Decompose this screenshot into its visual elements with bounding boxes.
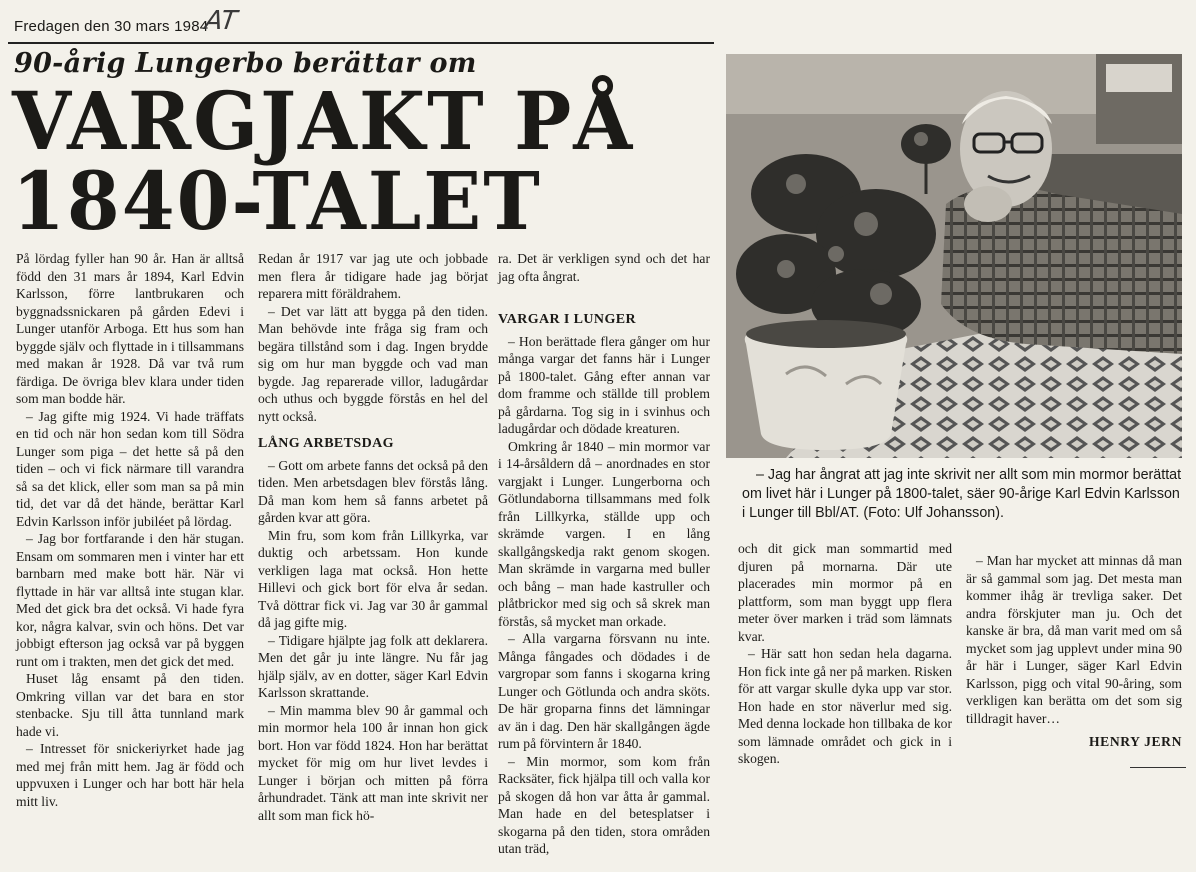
headline-line-2: 1840-TALET — [12, 154, 542, 248]
dateline: Fredagen den 30 mars 1984 — [14, 18, 209, 35]
paragraph: – Det var lätt att bygga på den tiden. Man behövde inte fråga sig fram och begära tillstånd som i dag. Ingen brydde sig om hur man byggde och vad man bygde. Jag reparerade villor, ladugårdar och uthus och byggde förstås en hel del nytt också. — [258, 303, 488, 424]
paragraph: – Här satt hon sedan hela dagarna. Hon fick inte gå ner på marken. Risken för att vargar skulle dyka upp var stor. Hon hade en stor näverlur med sig. Med denna lockade hon tillbaka de kor som lämnade området och gick in i skogen. — [738, 646, 952, 766]
article-column-3 — [498, 250, 710, 858]
article-column-2 — [258, 250, 488, 824]
paragraph: – Jag gifte mig 1924. Vi hade träffats en tid och när hon sedan kom till Södra Lunger som piga – det hette så på den tiden – och vi fick närmare till varandra så sa det klick, eller som man sa på min tid, det var då det hände, berättar Karl Edvin Karlsson inför jubiléet på lördag. — [16, 408, 244, 529]
paragraph: – Alla vargarna försvann nu inte. Många fångades och dödades i de vargropar som fanns i skogarna kring Lunger och Götlunda och andra sköts. De här groparna finns det lämningar av än i dag. Den här skallgången ägde rum på förvintern år 1840. — [498, 631, 710, 751]
photo-illustration — [726, 54, 1182, 458]
paragraph: Omkring år 1840 – min mormor var i 14-årsåldern då – anordnades en stor vargjakt i Lunger. Lungerborna och Götlundaborna tillsammans med folk från Lillkyrka, ställde upp och skrämde vargen. I en lång skallgångskedja rakt genom skogen. Man skrämde in vargarna med buller och bång – man hade kastruller och plåtbrickor med sig och så skrek man förstås, så mycket man orkade. — [498, 438, 710, 629]
handwritten-mark: AT — [202, 6, 239, 36]
article-column-1 — [16, 250, 244, 810]
header-rule — [8, 42, 714, 44]
paragraph: – Gott om arbete fanns det också på den tiden. Men arbetsdagen blev förstås lång. Då man kom hem så fanns arbetet på gården kvar att göra. — [258, 457, 488, 525]
paragraph: På lördag fyller han 90 år. Han är alltså född den 31 mars år 1894, Karl Edvin Karlsson, förre lantbrukaren och byggnadssnickaren på gården Edevi i Lunger utanför Arboga. Ett hus som han byggde själv och flyttade in i tillsammans med makan år 1928. Då var två rum färdiga. De övriga blev klara under tiden som man bodde här. — [16, 251, 244, 406]
paragraph: – Tidigare hjälpte jag folk att deklarera. Men det går ju inte längre. Nu får jag hjälp själv, av en dotter, säger Karl Edvin Karlsson skrattande. — [258, 632, 488, 700]
paragraph: Min fru, som kom från Lillkyrka, var duktig och arbetssam. Hon kunde verkligen laga mat också. Hon hette Hillevi och gick bort för elva år sedan. Två döttrar fick vi. Jag var 30 år gammal då jag gifte mig. — [258, 527, 488, 630]
subheading-lang-arbetsdag: LÅNG ARBETSDAG — [258, 436, 394, 451]
paragraph: ra. Det är verkligen synd och det har jag ofta ångrat. — [498, 251, 710, 284]
paragraph: – Man har mycket att minnas då man är så gammal som jag. Det mesta man kommer ihåg är trevliga saker. Det andra förskjuter man ju. Och det kanske är bra, då man varit med om så mycket som jag upplevt under mina 90 år här i Lunger, säger Karl Edvin Karlsson, pigg och vital 90-åring, som verkligen kan berätta om det som sig tilldragit haver… — [966, 553, 1182, 726]
paragraph: – Min mormor, som kom från Racksäter, fick hjälpa till och valla kor på skogen då hon var åtta år gammal. Man hade en del betesplatser i skogarna på den tiden, stora områden utan träd, — [498, 753, 710, 856]
byline-rule — [1130, 767, 1186, 768]
paragraph: Huset låg ensamt på den tiden. Omkring villan var det bara en stor stenbacke. Sju till åtta tunnland mark hade vi. — [16, 671, 244, 739]
headline-line-1: VARGJAKT PÅ — [12, 74, 635, 169]
caption-text: – Jag har ångrat att jag inte skrivit ner allt som min mormor berättat om livet här i Lunger på 1800-talet, säer 90-årige Karl Edvin Karlsson i Lunger till Bbl/AT. (Foto: Ulf Johansson). — [742, 467, 1182, 521]
paragraph: – Hon berättade flera gånger om hur många vargar det fanns här i Lunger på 1800-talet. Gång efter annan var dom framme och ställde till problem på gårdarna. Tog sig in i svinhus och ladugårdar och dödade kreaturen. — [498, 333, 710, 436]
article-column-5 — [966, 552, 1182, 751]
paragraph: Redan år 1917 var jag ute och jobbade men flera år tidigare hade jag börjat reparera mitt föräldrahem. — [258, 251, 488, 301]
article-column-4 — [738, 540, 952, 768]
headline-kicker: 90-årig Lungerbo berättar om — [14, 48, 477, 79]
paragraph: – Jag bor fortfarande i den här stugan. Ensam om sommaren men i vinter har ett barnbarn med make bott här. När vi flyttade in här var alltså inte stugan klar. Med det gick bra det också. Vi hade fyra kor, några kalvar, svin och höns. Det var jobbigt efterson jag också var på byggen runt om i trakten, men det gick det med. — [16, 531, 244, 669]
paragraph: – Min mamma blev 90 år gammal och min mormor hela 100 år innan hon gick bort. Hon var född 1824. Hon har berättat mycket för mig om hur livet levdes i Lunger i början och mitten på förra århundradet. Tänk att man inte skrivit ner allt som man fick hö- — [258, 702, 488, 823]
photo-caption — [742, 466, 1182, 523]
headline — [12, 74, 712, 248]
byline: HENRY JERN — [1088, 734, 1182, 749]
paragraph: – Intresset för snickeriyrket hade jag med mej från mitt hem. Jag är född och uppvuxen i Lunger och har bott här hela mitt liv. — [16, 741, 244, 809]
paragraph: och dit gick man sommartid med djuren på mornarna. Där ute placerades min mormor på en plattform, som man byggt upp flera meter över marken i träd som lämnats kvar. — [738, 541, 952, 644]
subheading-vargar-i-lunger: VARGAR I LUNGER — [498, 312, 636, 327]
portrait-photo — [726, 54, 1182, 458]
